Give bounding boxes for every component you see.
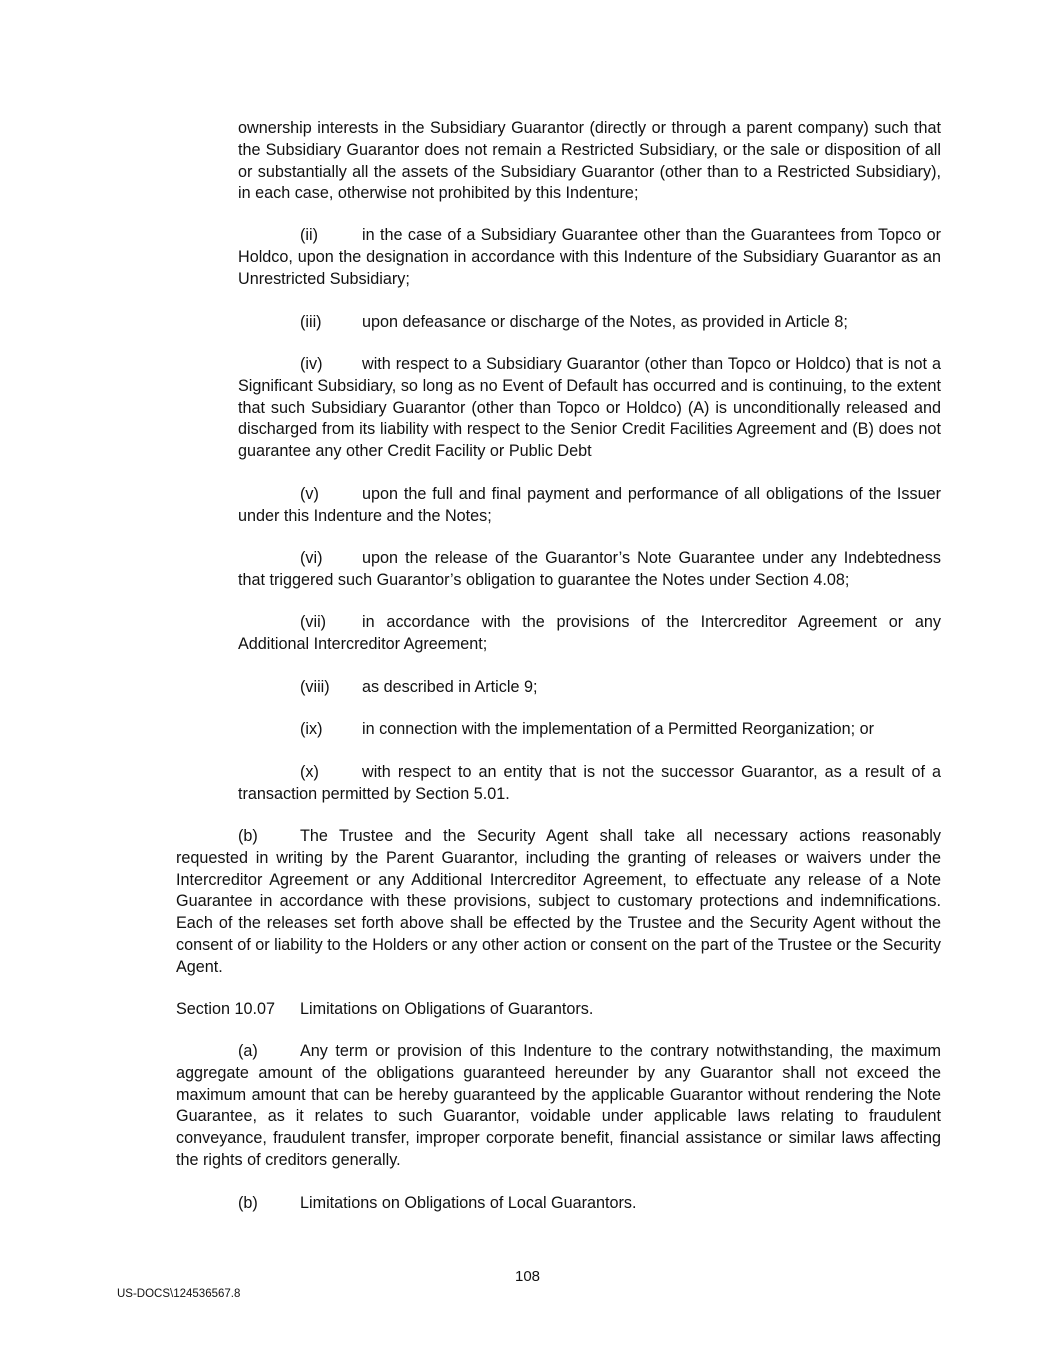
- clause-x: [238, 762, 941, 806]
- clause-ix: [238, 719, 941, 741]
- clause-b: [176, 826, 941, 979]
- section-title: Limitations on Obligations of Guarantors.: [300, 1000, 594, 1018]
- clause-iv: [238, 354, 941, 463]
- clause-label: (vii): [300, 613, 327, 631]
- clause-text: as described in Article 9;: [362, 678, 538, 696]
- clause-text: The Trustee and the Security Agent shall take all necessary actions reasonably requested in writing by the Parent Guarantor, including the granting of releases or waivers under the Intercreditor Agreement or any Additional Intercreditor Agreement, to effectuate any release of a Note Guarantee in accordance with these provisions, subject to customary protections and indemnifications. Each of the releases set forth above shall be effected by the Trustee and the Security Agent without the consent of or liability to the Holders or any other action or consent on the part of the Trustee or the Security Agent.: [176, 827, 941, 976]
- clause-text: upon the full and final payment and performance of all obligations of the Issuer under this Indenture and the Notes;: [238, 485, 941, 525]
- clause-text: with respect to an entity that is not the successor Guarantor, as a result of a transaction permitted by Section 5.01.: [238, 763, 941, 803]
- clause-label: (a): [238, 1042, 258, 1060]
- clause-vii: [238, 612, 941, 656]
- clause-b-limitations: [176, 1193, 941, 1215]
- section-number: Section 10.07: [176, 1000, 275, 1018]
- clause-label: (ix): [300, 720, 323, 738]
- clause-label: (vi): [300, 549, 323, 567]
- clause-label: (viii): [300, 678, 330, 696]
- document-id-footer: US-DOCS\124536567.8: [117, 1288, 241, 1300]
- clause-v: [238, 484, 941, 528]
- clause-text: Any term or provision of this Indenture to the contrary notwithstanding, the maximum aggregate amount of the obligations guaranteed hereunder by any Guarantor shall not exceed the maximum amount that can be hereby guaranteed by the applicable Guarantor without rendering the Note Guarantee, as it relates to such Guarantor, voidable under applicable laws relating to fraudulent conveyance, fraudulent transfer, improper corporate benefit, financial assistance or similar laws affecting the rights of creditors generally.: [176, 1042, 941, 1169]
- clause-ii: [238, 225, 941, 290]
- clause-vi: [238, 548, 941, 592]
- clause-label: (x): [300, 763, 319, 781]
- page-number: 108: [514, 1268, 541, 1285]
- paragraph-continuation: ownership interests in the Subsidiary Guarantor (directly or through a parent company) such that the Subsidiary Guarantor does not remain a Restricted Subsidiary, or the sale or disposition of all or substantially all the assets of the Subsidiary Guarantor (other than to a Restricted Subsidiary), in each case, otherwise not prohibited by this Indenture;: [238, 119, 941, 203]
- clause-text: upon defeasance or discharge of the Notes, as provided in Article 8;: [362, 313, 848, 331]
- clause-text: with respect to a Subsidiary Guarantor (other than Topco or Holdco) that is not a Significant Subsidiary, so long as no Event of Default has occurred and is continuing, to the extent that such Subsidiary Guarantor (other than Topco or Holdco) (A) is unconditionally released and discharged from its liability with respect to the Senior Credit Facilities Agreement and (B) does not guarantee any other Credit Facility or Public Debt: [238, 355, 941, 461]
- section-heading: [176, 999, 941, 1021]
- clause-viii: [238, 677, 941, 699]
- clause-iii: [238, 312, 941, 334]
- clause-label: (v): [300, 485, 319, 503]
- clause-text: in the case of a Subsidiary Guarantee other than the Guarantees from Topco or Holdco, upon the designation in accordance with this Indenture of the Subsidiary Guarantor as an Unrestricted Subsidiary;: [238, 226, 941, 288]
- clause-text: Limitations on Obligations of Local Guarantors.: [300, 1194, 637, 1212]
- clause-text: upon the release of the Guarantor’s Note Guarantee under any Indebtedness that triggered such Guarantor’s obligation to guarantee the Notes under Section 4.08;: [238, 549, 941, 589]
- clause-label: (b): [238, 1194, 258, 1212]
- clause-label: (b): [238, 827, 258, 845]
- clause-text: in accordance with the provisions of the Intercreditor Agreement or any Additional Intercreditor Agreement;: [238, 613, 941, 653]
- clause-text: in connection with the implementation of a Permitted Reorganization; or: [362, 720, 874, 738]
- clause-label: (iii): [300, 313, 322, 331]
- clause-label: (iv): [300, 355, 323, 373]
- clause-a: [176, 1041, 941, 1172]
- clause-label: (ii): [300, 226, 318, 244]
